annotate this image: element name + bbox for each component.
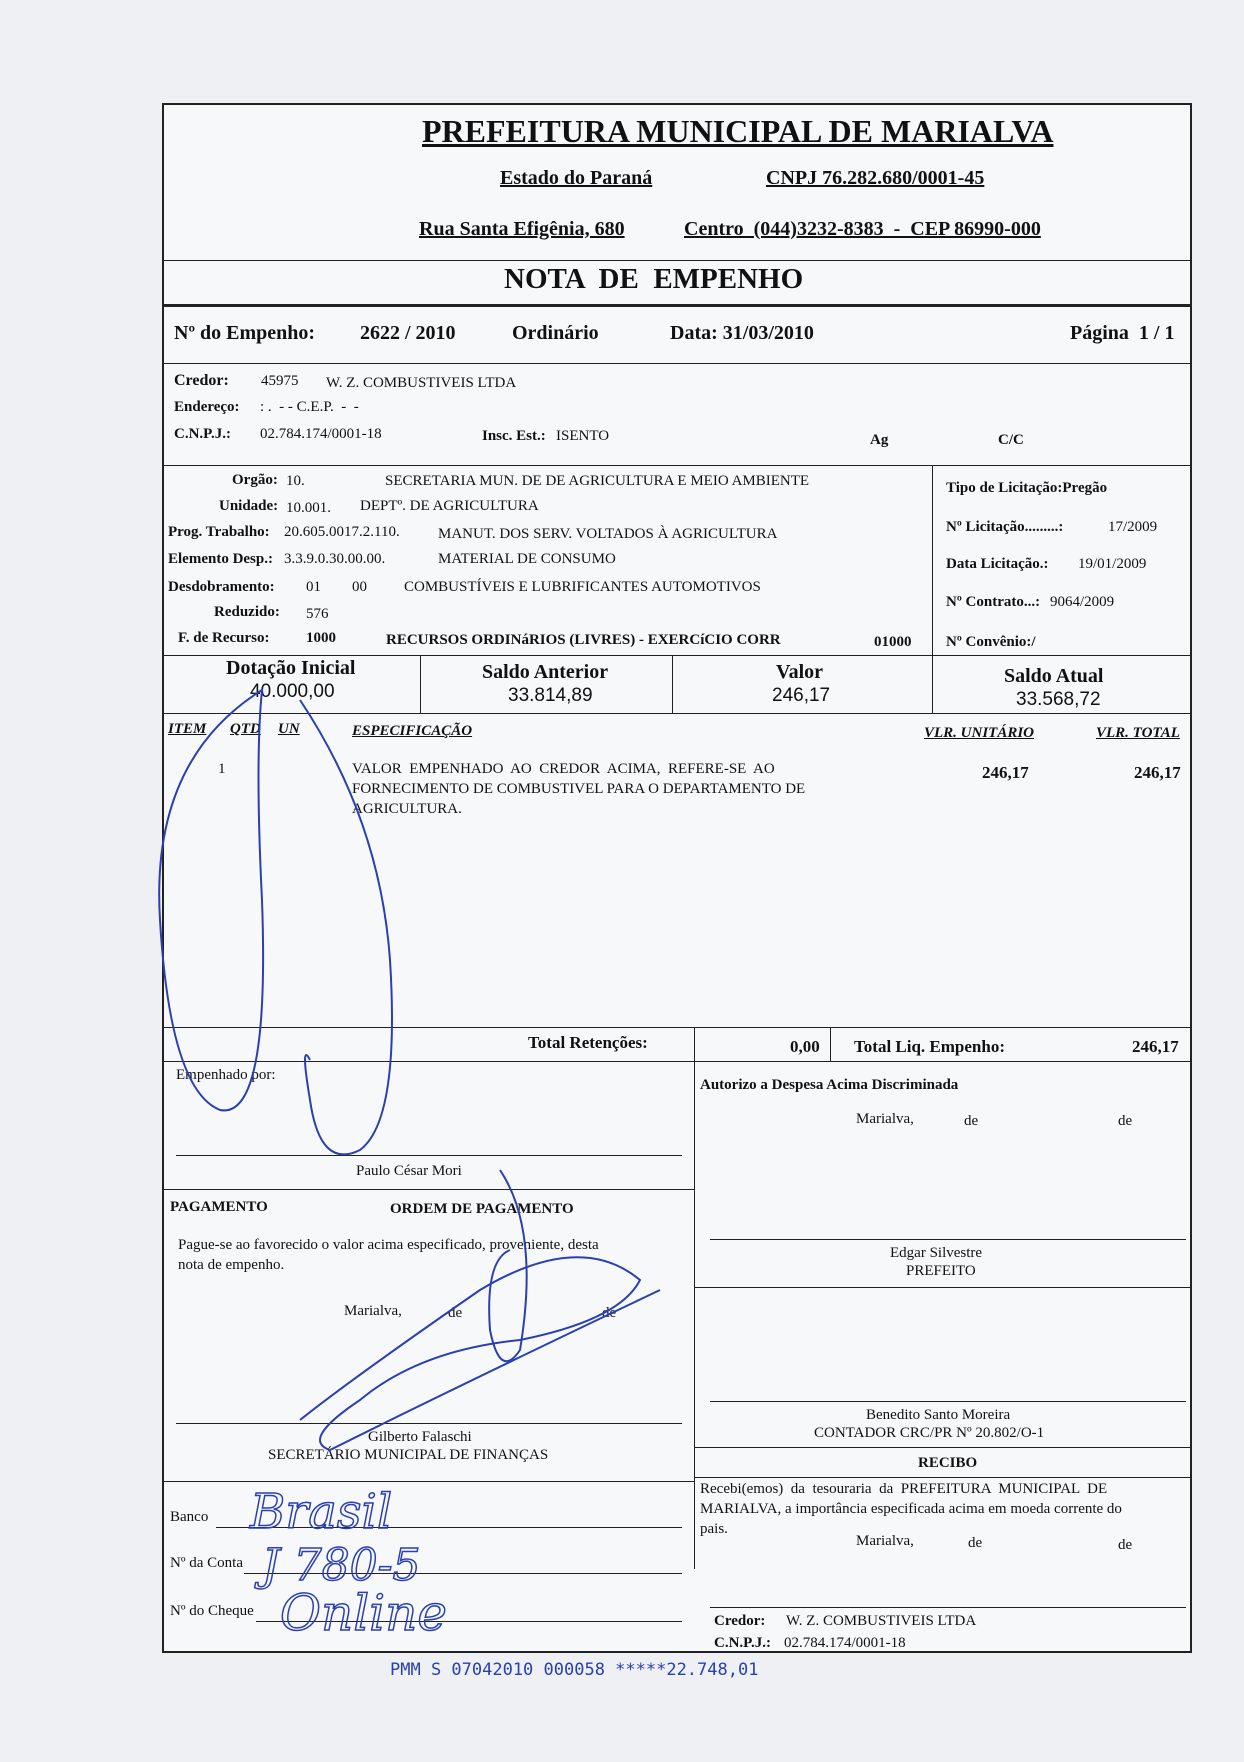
- empenho-number-label: Nº do Empenho:: [174, 322, 316, 344]
- empenho-type: Ordinário: [512, 322, 599, 344]
- recibo-city: Marialva,: [856, 1533, 914, 1549]
- cnpj-label: CNPJ 76.282.680/0001-45: [766, 167, 985, 189]
- endereco-label: Endereço:: [174, 399, 240, 415]
- col-valor-total: VLR. TOTAL: [1096, 725, 1180, 741]
- recibo-cnpj-label: C.N.P.J.:: [714, 1635, 771, 1651]
- empenho-date: Data: 31/03/2010: [670, 322, 814, 344]
- item-spec-line3: AGRICULTURA.: [352, 801, 462, 817]
- handwritten-cheque: Online: [280, 1584, 447, 1642]
- fonte-recurso-code: 1000: [306, 630, 336, 646]
- document-title: NOTA DE EMPENHO: [504, 263, 804, 295]
- item-total-value: 246,17: [1134, 763, 1181, 782]
- elemento-desc: MATERIAL DE CONSUMO: [438, 551, 616, 567]
- orgao-code: 10.: [286, 473, 305, 489]
- endereco-value: : . - - C.E.P. - -: [260, 399, 359, 415]
- licitacao-date: 19/01/2009: [1078, 556, 1147, 572]
- total-liquido-value: 246,17: [1132, 1037, 1179, 1056]
- empenhado-por-name: Paulo César Mori: [356, 1163, 462, 1179]
- insc-est-value: ISENTO: [556, 428, 610, 444]
- saldo-atual-label: Saldo Atual: [1004, 665, 1104, 687]
- item-spec-line2: FORNECIMENTO DE COMBUSTIVEL PARA O DEPARTAMENTO DE: [352, 781, 806, 797]
- recibo-line2: MARIALVA, a importância especificada acima em moeda corrente do: [700, 1501, 1122, 1517]
- valor-value: 246,17: [772, 685, 831, 706]
- unidade-label: Unidade:: [219, 498, 279, 514]
- recibo-de-2: de: [1118, 1537, 1133, 1553]
- pague-se-line1: Pague-se ao favorecido o valor acima especificado, proveniente, desta: [178, 1237, 599, 1253]
- col-qtd: QTD: [230, 721, 261, 737]
- total-retencoes-value: 0,00: [790, 1037, 820, 1056]
- credor-code: 45975: [261, 373, 299, 389]
- contador-title: CONTADOR CRC/PR Nº 20.802/O-1: [814, 1425, 1045, 1441]
- unidade-desc: DEPTº. DE AGRICULTURA: [360, 498, 539, 514]
- cheque-label: Nº do Cheque: [170, 1603, 254, 1619]
- licitacao-number-label: Nº Licitação.........:: [946, 519, 1064, 535]
- total-retencoes-label: Total Retenções:: [528, 1033, 648, 1052]
- elemento-label: Elemento Desp.:: [168, 551, 273, 567]
- fonte-recurso-desc: RECURSOS ORDINáRIOS (LIVRES) - EXERCíCIO CORR: [386, 632, 781, 648]
- prog-trabalho-desc: MANUT. DOS SERV. VOLTADOS À AGRICULTURA: [438, 526, 778, 542]
- secretario-title: SECRETÁRIO MUNICIPAL DE FINANÇAS: [268, 1447, 549, 1463]
- saldo-anterior-label: Saldo Anterior: [482, 661, 609, 683]
- prog-trabalho-label: Prog. Trabalho:: [168, 524, 270, 540]
- ag-label: Ag: [870, 432, 889, 448]
- credor-label: Credor:: [174, 372, 229, 389]
- recibo-line3: pais.: [700, 1521, 728, 1537]
- saldo-atual-value: 33.568,72: [1016, 689, 1101, 710]
- reduzido-value: 576: [306, 606, 329, 622]
- page-indicator: Página 1 / 1: [1070, 322, 1175, 344]
- pagamento-label: PAGAMENTO: [170, 1199, 268, 1215]
- contrato-number: 9064/2009: [1050, 594, 1115, 610]
- orgao-label: Orgão:: [232, 472, 278, 488]
- credor-name: W. Z. COMBUSTIVEIS LTDA: [326, 375, 517, 391]
- item-spec-line1: VALOR EMPENHADO AO CREDOR ACIMA, REFERE-SE AO: [352, 761, 775, 777]
- saldo-anterior-value: 33.814,89: [508, 685, 593, 706]
- prefeito-name: Edgar Silvestre: [890, 1245, 983, 1261]
- ordem-de-2: de: [602, 1305, 617, 1321]
- handwritten-conta: J 780-5: [262, 1540, 421, 1591]
- conta-label: Nº da Conta: [170, 1555, 243, 1571]
- desdobramento-b: 00: [352, 579, 367, 595]
- cc-label: C/C: [998, 432, 1024, 448]
- autorizo-de-1: de: [964, 1113, 979, 1129]
- pague-se-line2: nota de empenho.: [178, 1257, 285, 1273]
- col-especificacao: ESPECIFICAÇÃO: [352, 723, 473, 739]
- autorizo-city: Marialva,: [856, 1111, 914, 1127]
- banco-label: Banco: [170, 1509, 209, 1525]
- dotacao-value: 40.000,00: [250, 681, 335, 702]
- recibo-line1: Recebi(emos) da tesouraria da PREFEITURA MUNICIPAL DE: [700, 1481, 1108, 1497]
- empenhado-por-label: Empenhado por:: [176, 1067, 276, 1083]
- cnpj-credor-label: C.N.P.J.:: [174, 426, 231, 442]
- desdobramento-desc: COMBUSTÍVEIS E LUBRIFICANTES AUTOMOTIVOS: [404, 579, 761, 595]
- empenho-number: 2622 / 2010: [360, 322, 456, 344]
- ordem-de-1: de: [448, 1305, 463, 1321]
- bank-authentication-stamp: PMM S 07042010 000058 *****22.748,01: [390, 1660, 759, 1680]
- recibo-credor-name: W. Z. COMBUSTIVEIS LTDA: [786, 1613, 977, 1629]
- recibo-de-1: de: [968, 1535, 983, 1551]
- reduzido-label: Reduzido:: [214, 604, 280, 620]
- tipo-licitacao: Tipo de Licitação:Pregão: [946, 480, 1108, 496]
- autorizo-despesa: Autorizo a Despesa Acima Discriminada: [700, 1077, 959, 1093]
- valor-label: Valor: [776, 661, 824, 683]
- prefeito-title: PREFEITO: [906, 1263, 976, 1279]
- item-number: 1: [218, 761, 226, 777]
- fonte-recurso-label: F. de Recurso:: [178, 630, 270, 646]
- item-unit-value: 246,17: [982, 763, 1029, 782]
- licitacao-date-label: Data Licitação.:: [946, 556, 1049, 572]
- col-item: ITEM: [168, 721, 207, 737]
- dotacao-label: Dotação Inicial: [226, 657, 356, 679]
- licitacao-number: 17/2009: [1108, 519, 1158, 535]
- col-un: UN: [278, 721, 300, 737]
- insc-est-label: Insc. Est.:: [482, 428, 546, 444]
- orgao-desc: SECRETARIA MUN. DE DE AGRICULTURA E MEIO AMBIENTE: [385, 473, 810, 489]
- nota-de-empenho-form: [162, 103, 1192, 1653]
- unidade-code: 10.001.: [286, 500, 331, 516]
- autorizo-de-2: de: [1118, 1113, 1133, 1129]
- recibo-credor-label: Credor:: [714, 1613, 766, 1629]
- state-label: Estado do Paraná: [500, 167, 653, 189]
- fonte-recurso-number: 01000: [874, 634, 912, 650]
- col-valor-unitario: VLR. UNITÁRIO: [924, 725, 1035, 741]
- contador-name: Benedito Santo Moreira: [866, 1407, 1011, 1423]
- prefeitura-title: PREFEITURA MUNICIPAL DE MARIALVA: [422, 113, 1054, 149]
- handwritten-banco: Brasil: [250, 1484, 393, 1540]
- desdobramento-a: 01: [306, 579, 321, 595]
- elemento-code: 3.3.9.0.30.00.00.: [284, 551, 386, 567]
- recibo-title: RECIBO: [918, 1455, 978, 1471]
- street-label: Rua Santa Efigênia, 680: [419, 218, 625, 240]
- secretario-name: Gilberto Falaschi: [368, 1429, 472, 1445]
- contrato-label: Nº Contrato...:: [946, 594, 1041, 610]
- ordem-city: Marialva,: [344, 1303, 402, 1319]
- prog-trabalho-code: 20.605.0017.2.110.: [284, 524, 400, 540]
- contact-label: Centro (044)3232-8383 - CEP 86990-000: [684, 218, 1041, 240]
- recibo-cnpj-value: 02.784.174/0001-18: [784, 1635, 906, 1651]
- total-liquido-label: Total Liq. Empenho:: [854, 1037, 1005, 1056]
- ordem-pagamento-title: ORDEM DE PAGAMENTO: [390, 1201, 574, 1217]
- cnpj-credor-value: 02.784.174/0001-18: [260, 426, 382, 442]
- convenio-label: Nº Convênio:/: [946, 634, 1036, 650]
- desdobramento-label: Desdobramento:: [168, 579, 275, 595]
